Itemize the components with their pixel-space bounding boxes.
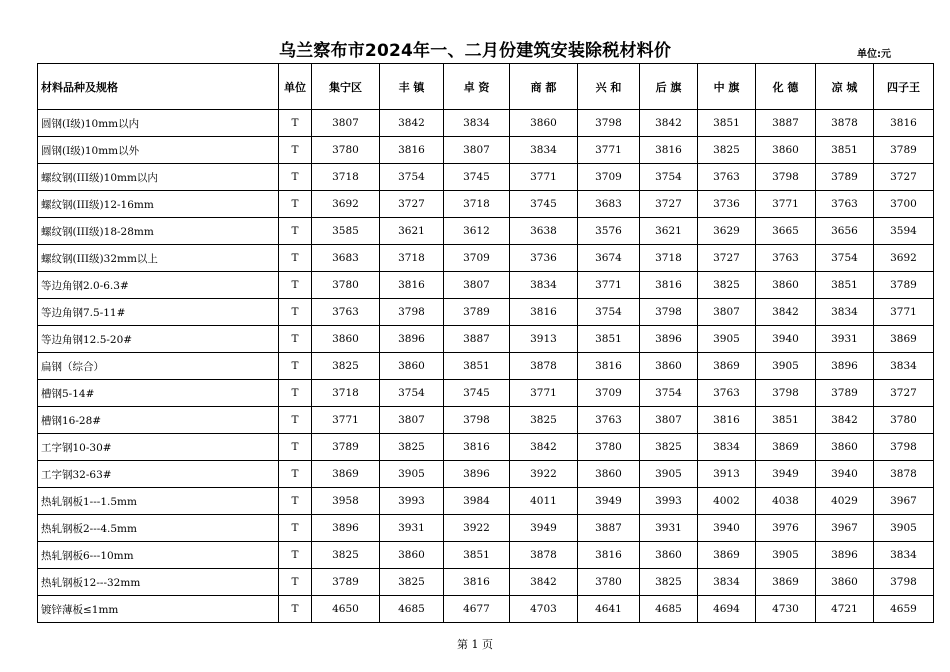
price-cell: 3984 bbox=[444, 488, 510, 515]
price-cell: 3798 bbox=[756, 164, 816, 191]
price-cell: 3905 bbox=[756, 353, 816, 380]
table-row bbox=[38, 164, 934, 191]
price-cell: 4038 bbox=[756, 488, 816, 515]
unit-cell: T bbox=[279, 542, 312, 569]
header-shangdu: 商 都 bbox=[510, 64, 578, 110]
header-fengzhen: 丰 镇 bbox=[380, 64, 444, 110]
price-cell: 3976 bbox=[756, 515, 816, 542]
price-cell: 3816 bbox=[380, 272, 444, 299]
price-cell: 4677 bbox=[444, 596, 510, 623]
price-cell: 3718 bbox=[312, 380, 380, 407]
price-cell: 3700 bbox=[874, 191, 934, 218]
unit-cell: T bbox=[279, 515, 312, 542]
table-row bbox=[38, 191, 934, 218]
price-cell: 3683 bbox=[578, 191, 640, 218]
price-cell: 3834 bbox=[698, 434, 756, 461]
table-row bbox=[38, 542, 934, 569]
price-cell: 4650 bbox=[312, 596, 380, 623]
price-cell: 3851 bbox=[756, 407, 816, 434]
price-cell: 3860 bbox=[312, 326, 380, 353]
price-cell: 3816 bbox=[578, 353, 640, 380]
material-name-cell: 工字钢10-30# bbox=[38, 434, 279, 461]
price-cell: 3780 bbox=[578, 569, 640, 596]
material-name-cell: 镀锌薄板≤1mm bbox=[38, 596, 279, 623]
material-name-cell: 工字钢32-63# bbox=[38, 461, 279, 488]
price-cell: 3789 bbox=[816, 164, 874, 191]
price-cell: 3771 bbox=[510, 164, 578, 191]
price-cell: 3860 bbox=[816, 569, 874, 596]
material-name-cell: 热轧钢板12---32mm bbox=[38, 569, 279, 596]
material-name-cell: 螺纹钢(III级)32mm以上 bbox=[38, 245, 279, 272]
table-row bbox=[38, 488, 934, 515]
header-material: 材料品种及规格 bbox=[38, 64, 279, 110]
table-row bbox=[38, 272, 934, 299]
price-cell: 3807 bbox=[640, 407, 698, 434]
price-cell: 3780 bbox=[312, 272, 380, 299]
unit-cell: T bbox=[279, 380, 312, 407]
page-number: 第 1 页 bbox=[457, 638, 493, 651]
price-cell: 3798 bbox=[756, 380, 816, 407]
unit-cell: T bbox=[279, 218, 312, 245]
price-cell: 3834 bbox=[510, 137, 578, 164]
price-cell: 3692 bbox=[312, 191, 380, 218]
header-zhongqi: 中 旗 bbox=[698, 64, 756, 110]
price-cell: 3798 bbox=[874, 569, 934, 596]
price-cell: 3745 bbox=[444, 380, 510, 407]
price-cell: 3816 bbox=[578, 542, 640, 569]
header-huade: 化 德 bbox=[756, 64, 816, 110]
table-row bbox=[38, 137, 934, 164]
price-cell: 3834 bbox=[698, 569, 756, 596]
price-cell: 3780 bbox=[874, 407, 934, 434]
price-cell: 3763 bbox=[816, 191, 874, 218]
price-cell: 3931 bbox=[380, 515, 444, 542]
price-cell: 4721 bbox=[816, 596, 874, 623]
price-cell: 3878 bbox=[874, 461, 934, 488]
price-cell: 3905 bbox=[874, 515, 934, 542]
price-cell: 3878 bbox=[510, 353, 578, 380]
material-name-cell: 热轧钢板1---1.5mm bbox=[38, 488, 279, 515]
price-cell: 3745 bbox=[444, 164, 510, 191]
price-cell: 3905 bbox=[698, 326, 756, 353]
table-row bbox=[38, 461, 934, 488]
header-row bbox=[38, 64, 934, 110]
material-name-cell: 螺纹钢(III级)12-16mm bbox=[38, 191, 279, 218]
price-cell: 3860 bbox=[640, 353, 698, 380]
header-houqi: 后 旗 bbox=[640, 64, 698, 110]
price-cell: 3860 bbox=[816, 434, 874, 461]
price-cell: 3896 bbox=[640, 326, 698, 353]
table-row bbox=[38, 407, 934, 434]
material-name-cell: 等边角钢12.5-20# bbox=[38, 326, 279, 353]
price-cell: 4694 bbox=[698, 596, 756, 623]
material-name-cell: 圆钢(Ⅰ级)10mm以外 bbox=[38, 137, 279, 164]
price-cell: 3789 bbox=[816, 380, 874, 407]
price-cell: 3763 bbox=[698, 380, 756, 407]
price-cell: 3940 bbox=[816, 461, 874, 488]
price-cell: 3949 bbox=[756, 461, 816, 488]
price-cell: 3816 bbox=[874, 110, 934, 137]
price-cell: 3798 bbox=[444, 407, 510, 434]
price-cell: 3887 bbox=[756, 110, 816, 137]
price-cell: 3869 bbox=[698, 353, 756, 380]
price-cell: 3594 bbox=[874, 218, 934, 245]
price-cell: 3771 bbox=[756, 191, 816, 218]
price-cell: 3807 bbox=[444, 272, 510, 299]
price-cell: 3869 bbox=[756, 434, 816, 461]
unit-cell: T bbox=[279, 326, 312, 353]
table-row bbox=[38, 326, 934, 353]
price-cell: 3798 bbox=[380, 299, 444, 326]
price-cell: 3896 bbox=[312, 515, 380, 542]
unit-cell: T bbox=[279, 110, 312, 137]
price-cell: 3789 bbox=[312, 434, 380, 461]
unit-cell: T bbox=[279, 569, 312, 596]
price-cell: 3834 bbox=[510, 272, 578, 299]
price-cell: 3842 bbox=[510, 434, 578, 461]
price-cell: 3771 bbox=[312, 407, 380, 434]
price-cell: 4685 bbox=[640, 596, 698, 623]
price-cell: 3656 bbox=[816, 218, 874, 245]
price-cell: 3869 bbox=[874, 326, 934, 353]
price-cell: 3878 bbox=[510, 542, 578, 569]
price-cell: 3763 bbox=[756, 245, 816, 272]
price-cell: 3780 bbox=[578, 434, 640, 461]
price-cell: 3736 bbox=[698, 191, 756, 218]
price-cell: 3922 bbox=[444, 515, 510, 542]
unit-cell: T bbox=[279, 488, 312, 515]
price-cell: 3754 bbox=[380, 164, 444, 191]
price-cell: 3825 bbox=[698, 272, 756, 299]
unit-cell: T bbox=[279, 434, 312, 461]
price-cell: 3621 bbox=[640, 218, 698, 245]
price-cell: 3736 bbox=[510, 245, 578, 272]
price-cell: 3727 bbox=[874, 380, 934, 407]
price-cell: 4685 bbox=[380, 596, 444, 623]
price-cell: 3993 bbox=[380, 488, 444, 515]
price-cell: 3905 bbox=[756, 542, 816, 569]
price-cell: 4641 bbox=[578, 596, 640, 623]
price-cell: 3763 bbox=[698, 164, 756, 191]
price-cell: 3816 bbox=[444, 434, 510, 461]
price-cell: 3576 bbox=[578, 218, 640, 245]
price-cell: 3763 bbox=[578, 407, 640, 434]
unit-cell: T bbox=[279, 596, 312, 623]
price-cell: 3789 bbox=[444, 299, 510, 326]
price-cell: 3798 bbox=[874, 434, 934, 461]
price-cell: 3816 bbox=[640, 272, 698, 299]
price-cell: 3807 bbox=[444, 137, 510, 164]
price-cell: 3905 bbox=[640, 461, 698, 488]
unit-cell: T bbox=[279, 191, 312, 218]
price-cell: 3851 bbox=[444, 542, 510, 569]
unit-cell: T bbox=[279, 164, 312, 191]
price-cell: 3754 bbox=[640, 164, 698, 191]
price-cell: 3949 bbox=[510, 515, 578, 542]
table-row bbox=[38, 353, 934, 380]
price-cell: 3834 bbox=[874, 353, 934, 380]
price-cell: 3709 bbox=[444, 245, 510, 272]
price-cell: 3842 bbox=[510, 569, 578, 596]
price-cell: 3860 bbox=[640, 542, 698, 569]
price-cell: 3896 bbox=[380, 326, 444, 353]
price-cell: 3692 bbox=[874, 245, 934, 272]
table-row bbox=[38, 380, 934, 407]
price-cell: 3789 bbox=[874, 272, 934, 299]
unit-cell: T bbox=[279, 299, 312, 326]
price-cell: 4730 bbox=[756, 596, 816, 623]
price-cell: 3709 bbox=[578, 164, 640, 191]
price-cell: 3860 bbox=[510, 110, 578, 137]
price-cell: 3798 bbox=[640, 299, 698, 326]
price-cell: 3780 bbox=[312, 137, 380, 164]
unit-cell: T bbox=[279, 245, 312, 272]
header-siziwang: 四子王 bbox=[874, 64, 934, 110]
price-cell: 3860 bbox=[380, 353, 444, 380]
price-cell: 3896 bbox=[444, 461, 510, 488]
price-cell: 3825 bbox=[380, 434, 444, 461]
price-cell: 3807 bbox=[380, 407, 444, 434]
price-cell: 3896 bbox=[816, 353, 874, 380]
material-name-cell: 螺纹钢(III级)10mm以内 bbox=[38, 164, 279, 191]
price-cell: 3860 bbox=[756, 272, 816, 299]
price-cell: 3860 bbox=[756, 137, 816, 164]
price-cell: 3683 bbox=[312, 245, 380, 272]
table-row bbox=[38, 245, 934, 272]
price-cell: 3754 bbox=[578, 299, 640, 326]
table-row bbox=[38, 110, 934, 137]
unit-cell: T bbox=[279, 137, 312, 164]
price-cell: 3674 bbox=[578, 245, 640, 272]
unit-cell: T bbox=[279, 407, 312, 434]
price-cell: 3905 bbox=[380, 461, 444, 488]
price-cell: 3825 bbox=[510, 407, 578, 434]
price-cell: 3834 bbox=[816, 299, 874, 326]
price-cell: 3798 bbox=[578, 110, 640, 137]
price-cell: 3727 bbox=[380, 191, 444, 218]
price-cell: 3842 bbox=[756, 299, 816, 326]
price-cell: 3665 bbox=[756, 218, 816, 245]
table-row bbox=[38, 569, 934, 596]
material-name-cell: 热轧钢板2---4.5mm bbox=[38, 515, 279, 542]
material-name-cell: 圆钢(Ⅰ级)10mm以内 bbox=[38, 110, 279, 137]
price-table bbox=[37, 63, 934, 623]
header-liangcheng: 凉 城 bbox=[816, 64, 874, 110]
price-cell: 3825 bbox=[640, 434, 698, 461]
price-cell: 3851 bbox=[816, 137, 874, 164]
price-cell: 3851 bbox=[578, 326, 640, 353]
table-row bbox=[38, 299, 934, 326]
material-name-cell: 热轧钢板6---10mm bbox=[38, 542, 279, 569]
price-cell: 3869 bbox=[698, 542, 756, 569]
table-row bbox=[38, 596, 934, 623]
header-zhuozi: 卓 资 bbox=[444, 64, 510, 110]
material-name-cell: 槽钢16-28# bbox=[38, 407, 279, 434]
price-cell: 3842 bbox=[816, 407, 874, 434]
price-cell: 3771 bbox=[578, 137, 640, 164]
price-cell: 3771 bbox=[578, 272, 640, 299]
unit-cell: T bbox=[279, 353, 312, 380]
price-cell: 3825 bbox=[380, 569, 444, 596]
price-cell: 3629 bbox=[698, 218, 756, 245]
price-cell: 3807 bbox=[312, 110, 380, 137]
unit-cell: T bbox=[279, 272, 312, 299]
price-cell: 3842 bbox=[380, 110, 444, 137]
price-cell: 3869 bbox=[756, 569, 816, 596]
price-cell: 3585 bbox=[312, 218, 380, 245]
price-cell: 3967 bbox=[874, 488, 934, 515]
price-cell: 3638 bbox=[510, 218, 578, 245]
price-cell: 3763 bbox=[312, 299, 380, 326]
unit-cell: T bbox=[279, 461, 312, 488]
price-cell: 3816 bbox=[444, 569, 510, 596]
price-cell: 3718 bbox=[312, 164, 380, 191]
price-cell: 3745 bbox=[510, 191, 578, 218]
price-cell: 4029 bbox=[816, 488, 874, 515]
price-cell: 3727 bbox=[698, 245, 756, 272]
table-body bbox=[38, 110, 934, 623]
price-cell: 4011 bbox=[510, 488, 578, 515]
price-cell: 3851 bbox=[698, 110, 756, 137]
price-cell: 3718 bbox=[380, 245, 444, 272]
price-cell: 3887 bbox=[578, 515, 640, 542]
price-cell: 3754 bbox=[816, 245, 874, 272]
price-cell: 3825 bbox=[698, 137, 756, 164]
price-cell: 4703 bbox=[510, 596, 578, 623]
price-cell: 3913 bbox=[698, 461, 756, 488]
price-cell: 3807 bbox=[698, 299, 756, 326]
header-unit: 单位 bbox=[279, 64, 312, 110]
price-cell: 3958 bbox=[312, 488, 380, 515]
price-cell: 3869 bbox=[312, 461, 380, 488]
material-name-cell: 扁钢（综合） bbox=[38, 353, 279, 380]
price-cell: 3940 bbox=[698, 515, 756, 542]
unit-label: 单位:元 bbox=[857, 49, 891, 60]
price-cell: 3913 bbox=[510, 326, 578, 353]
price-cell: 3860 bbox=[578, 461, 640, 488]
price-cell: 3931 bbox=[640, 515, 698, 542]
price-cell: 3754 bbox=[380, 380, 444, 407]
header-xinghe: 兴 和 bbox=[578, 64, 640, 110]
material-name-cell: 槽钢5-14# bbox=[38, 380, 279, 407]
price-cell: 3851 bbox=[444, 353, 510, 380]
material-name-cell: 螺纹钢(III级)18-28mm bbox=[38, 218, 279, 245]
price-cell: 4659 bbox=[874, 596, 934, 623]
price-cell: 3718 bbox=[640, 245, 698, 272]
price-cell: 3825 bbox=[640, 569, 698, 596]
table-row bbox=[38, 218, 934, 245]
price-cell: 3834 bbox=[874, 542, 934, 569]
price-cell: 3718 bbox=[444, 191, 510, 218]
price-cell: 3834 bbox=[444, 110, 510, 137]
table-row bbox=[38, 434, 934, 461]
price-cell: 3878 bbox=[816, 110, 874, 137]
price-cell: 3967 bbox=[816, 515, 874, 542]
price-cell: 3789 bbox=[312, 569, 380, 596]
price-cell: 3816 bbox=[698, 407, 756, 434]
price-cell: 3709 bbox=[578, 380, 640, 407]
price-cell: 3842 bbox=[640, 110, 698, 137]
price-cell: 3727 bbox=[640, 191, 698, 218]
price-cell: 3825 bbox=[312, 542, 380, 569]
price-cell: 3940 bbox=[756, 326, 816, 353]
price-cell: 3860 bbox=[380, 542, 444, 569]
price-cell: 4002 bbox=[698, 488, 756, 515]
price-cell: 3771 bbox=[874, 299, 934, 326]
price-cell: 3949 bbox=[578, 488, 640, 515]
price-cell: 3896 bbox=[816, 542, 874, 569]
price-cell: 3754 bbox=[640, 380, 698, 407]
price-cell: 3851 bbox=[816, 272, 874, 299]
price-cell: 3816 bbox=[510, 299, 578, 326]
price-cell: 3816 bbox=[380, 137, 444, 164]
table-row bbox=[38, 515, 934, 542]
price-cell: 3621 bbox=[380, 218, 444, 245]
price-cell: 3816 bbox=[640, 137, 698, 164]
price-cell: 3789 bbox=[874, 137, 934, 164]
header-jining: 集宁区 bbox=[312, 64, 380, 110]
price-cell: 3771 bbox=[510, 380, 578, 407]
material-name-cell: 等边角钢7.5-11# bbox=[38, 299, 279, 326]
price-cell: 3931 bbox=[816, 326, 874, 353]
price-cell: 3727 bbox=[874, 164, 934, 191]
price-cell: 3612 bbox=[444, 218, 510, 245]
material-name-cell: 等边角钢2.0-6.3# bbox=[38, 272, 279, 299]
price-cell: 3887 bbox=[444, 326, 510, 353]
price-cell: 3922 bbox=[510, 461, 578, 488]
price-cell: 3993 bbox=[640, 488, 698, 515]
page-title: 乌兰察布市2024年一、二月份建筑安装除税材料价 bbox=[278, 41, 672, 61]
price-cell: 3825 bbox=[312, 353, 380, 380]
